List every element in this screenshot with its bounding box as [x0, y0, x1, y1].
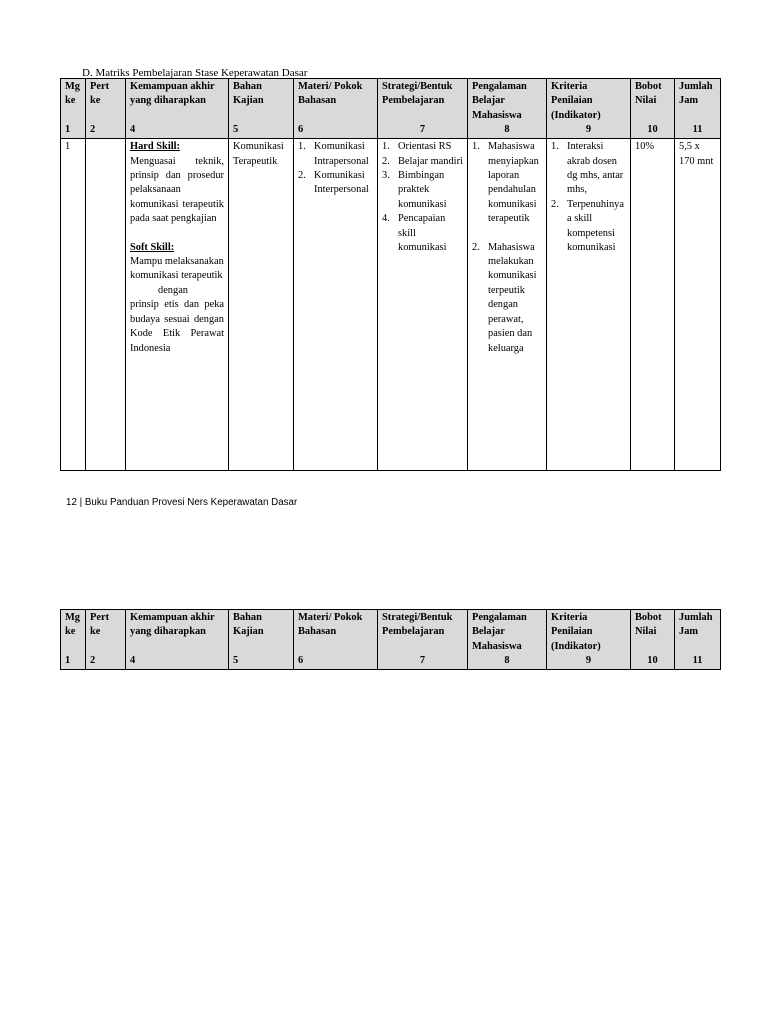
column-number: 5 [229, 123, 294, 139]
column-number: 9 [547, 123, 631, 139]
table-row [61, 139, 721, 471]
column-number: 8 [468, 654, 547, 670]
strategy-cell [378, 139, 468, 471]
hours-cell: 5,5 x 170 mnt [675, 139, 721, 471]
competency-cell [126, 139, 229, 471]
list-item: 2. Mahasiswa melakukan komunikasi terpeutik dengan perawat, pasien dan keluarga [472, 241, 537, 354]
header-cell: Materi/ Pokok Bahasan [294, 610, 378, 655]
header-cell: Kriteria Penilaian (Indikator) [547, 610, 631, 655]
column-number-row [61, 123, 721, 139]
header-cell: Strategi/Bentuk Pembelajaran [378, 610, 468, 655]
topic-cell [294, 139, 378, 471]
header-cell: Pert ke [86, 610, 126, 655]
header-cell: Kemampuan akhir yang diharapkan [126, 79, 229, 124]
header-cell: Jumlah Jam [675, 610, 721, 655]
list-item: 2. Komunikasi Interpersonal [298, 170, 369, 196]
soft-skill-title: Soft Skill: [130, 241, 175, 253]
column-number: 7 [378, 654, 468, 670]
soft-skill-text: Mampu melaksanakan komunikasi terapeutik [130, 256, 224, 282]
header-cell: Bahan Kajian [229, 79, 294, 124]
list-item: 1. Interaksi akrab dosen dg mhs, antar mhs, [551, 141, 624, 196]
header-cell: Bobot Nilai [631, 610, 675, 655]
header-cell: Jumlah Jam [675, 79, 721, 124]
list-item: 2. Belajar mandiri [382, 155, 463, 167]
column-number: 11 [675, 123, 721, 139]
column-number: 7 [378, 123, 468, 139]
column-number: 1 [61, 654, 86, 670]
list-item: 2. Terpenuhinya a skill kompetensi komunikasi [551, 198, 624, 254]
criteria-cell [547, 139, 631, 471]
column-number: 6 [294, 123, 378, 139]
hard-skill-text: Menguasai teknik, prinsip dan prosedur pelaksanaan komunikasi terapeutik pada saat pengkajian [130, 155, 224, 225]
header-cell: Pengalaman Belajar Mahasiswa [468, 610, 547, 655]
header-cell: Mg ke [61, 79, 86, 124]
column-number: 6 [294, 654, 378, 670]
column-number: 10 [631, 654, 675, 670]
header-row [61, 79, 721, 124]
list-item: 4. Pencapaian skill komunikasi [382, 213, 447, 254]
header-row [61, 610, 721, 655]
experience-cell [468, 139, 547, 471]
column-number: 8 [468, 123, 547, 139]
list-item: 1. Orientasi RS [382, 141, 452, 153]
column-number: 4 [126, 123, 229, 139]
soft-skill-text: dengan [158, 284, 189, 296]
column-number: 9 [547, 654, 631, 670]
weight-cell: 10% [631, 139, 675, 471]
header-cell: Pengalaman Belajar Mahasiswa [468, 79, 547, 124]
hard-skill-title: Hard Skill: [130, 141, 180, 153]
header-cell: Pert ke [86, 79, 126, 124]
header-cell: Kriteria Penilaian (Indikator) [547, 79, 631, 124]
column-number: 11 [675, 654, 721, 670]
column-number: 10 [631, 123, 675, 139]
learning-matrix-table [60, 78, 721, 471]
column-number: 2 [86, 654, 126, 670]
column-number: 2 [86, 123, 126, 139]
header-cell: Bahan Kajian [229, 610, 294, 655]
page-footer: 12 | Buku Panduan Provesi Ners Keperawatan Dasar [66, 497, 298, 508]
soft-skill-text: prinsip etis dan peka budaya sesuai dengan Kode Etik Perawat Indonesia [130, 299, 224, 354]
column-number: 5 [229, 654, 294, 670]
section-title: D. Matriks Pembelajaran Stase Keperawatan Dasar [82, 67, 308, 79]
learning-matrix-table-continued [60, 609, 721, 670]
meeting-cell [86, 139, 126, 471]
header-cell: Strategi/Bentuk Pembelajaran [378, 79, 468, 124]
column-number-row [61, 654, 721, 670]
week-cell: 1 [61, 139, 86, 471]
list-item: 1. Komunikasi Intrapersonal [298, 141, 369, 167]
header-cell: Bobot Nilai [631, 79, 675, 124]
list-item: 3. Bimbingan praktek komunikasi [382, 170, 447, 210]
study-material-cell: Komunikasi Terapeutik [229, 139, 294, 471]
header-cell: Kemampuan akhir yang diharapkan [126, 610, 229, 655]
column-number: 4 [126, 654, 229, 670]
header-cell: Materi/ Pokok Bahasan [294, 79, 378, 124]
header-cell: Mg ke [61, 610, 86, 655]
list-item: 1. Mahasiswa menyiapkan laporan pendahulan komunikasi terapeutik [472, 141, 539, 225]
column-number: 1 [61, 123, 86, 139]
